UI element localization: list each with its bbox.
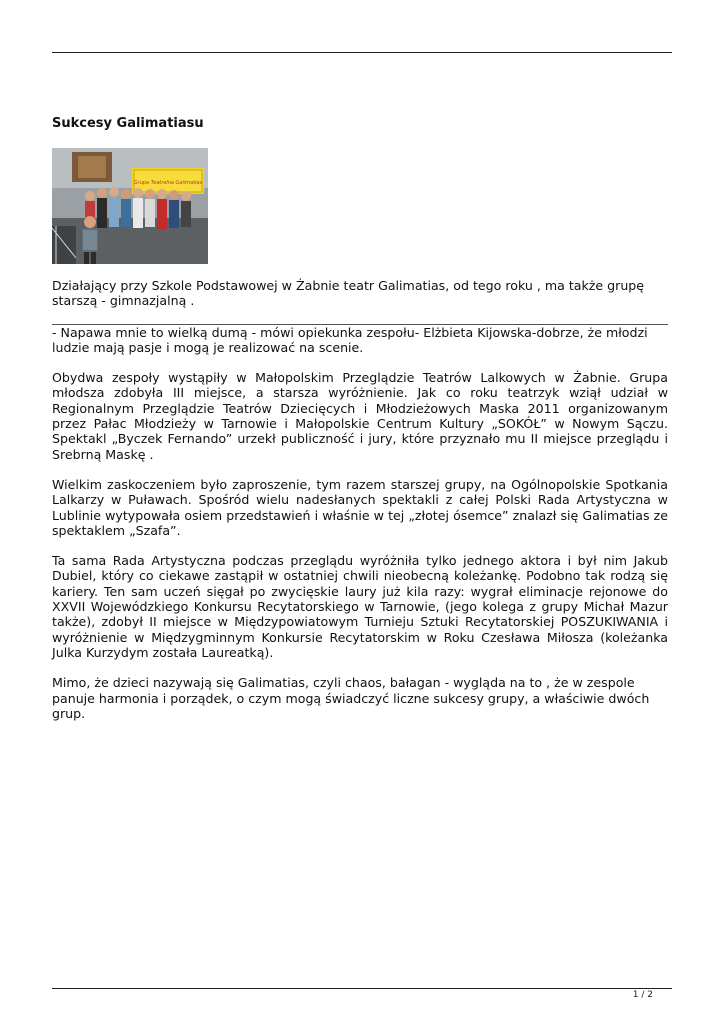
article-body — [52, 278, 668, 736]
banner-text: Grupa Teatralna Galimatias — [133, 180, 203, 186]
page-number: 1 / 2 — [632, 990, 653, 1000]
article-title: Sukcesy Galimatiasu — [52, 116, 204, 131]
header-rule — [52, 52, 672, 53]
group-photo-illustration — [52, 148, 208, 264]
footer-rule — [52, 988, 672, 989]
paragraph-jakub-dubiel: Ta sama Rada Artystyczna podczas przeglądu wyróżniła tylko jednego aktora i był nim Jakub Dubiel, który co ciekawe zastąpił w ostatniej chwili nieobecną koleżankę. Podobno tak rodzą się kariery. Ten sam uczeń sięgał po zwycięskie laury już kila razy: wygrał eliminacje rejonowe do XXVII Wojewódzkiego Konkursu Recytatorskiego w Tarnowie, (jego kolega z grupy Michał Mazur także), zdobył II miejsce w Międzypowiatowym Turnieju Sztuki Recytatorskiej POSZUKIWANIA i wyróżnienie w Międzygminnym Konkursie Recytatorskim w Roku Czesława Miłosza (koleżanka Julka Kurzydym została Laureatką). — [52, 553, 668, 660]
paragraph-pulawy: Wielkim zaskoczeniem było zaproszenie, tym razem starszej grupy, na Ogólnopolskie Spotkania Lalkarzy w Puławach. Spośród wielu nadesłanych spektakli z całej Polski Rada Artystyczna w Lublinie wytypowała osiem przedstawień i właśnie w tej „złotej ósemce” znalazł się Galimatias ze spektaklem „Szafa”. — [52, 476, 668, 538]
paragraph-quote: - Napawa mnie to wielką dumą - mówi opiekunka zespołu- Elżbieta Kijowska-dobrze, że młodzi ludzie mają pasje i mogą je realizować na scenie. — [52, 324, 668, 356]
paragraph-conclusion: Mimo, że dzieci nazywają się Galimatias, czyli chaos, bałagan - wygląda na to , że w zespole panuje harmonia i porządek, o czym mogą świadczyć liczne sukcesy grupy, a właściwie dwóch grup. — [52, 675, 650, 721]
group-photo — [52, 148, 208, 264]
paragraph-intro: Działający przy Szkole Podstawowej w Żabnie teatr Galimatias, od tego roku , ma także grupę starszą - gimnazjalną . — [52, 278, 645, 309]
paragraph-competitions: Obydwa zespoły wystąpiły w Małopolskim Przeglądzie Teatrów Lalkowych w Żabnie. Grupa młodsza zdobyła III miejsce, a starsza wyróżnienie. Jak co roku teatrzyk wziął udział w Regionalnym Przeglądzie Teatrów Dziecięcych i Młodzieżowych Maska 2011 organizowanym przez Pałac Młodzieży w Tarnowie i Małopolskie Centrum Kultury „SOKÓŁ” w Nowym Sączu. Spektakl „Byczek Fernando” urzekł publiczność i jury, które przyznało mu II miejsce przeglądu i Srebrną Maskę . — [52, 370, 668, 462]
